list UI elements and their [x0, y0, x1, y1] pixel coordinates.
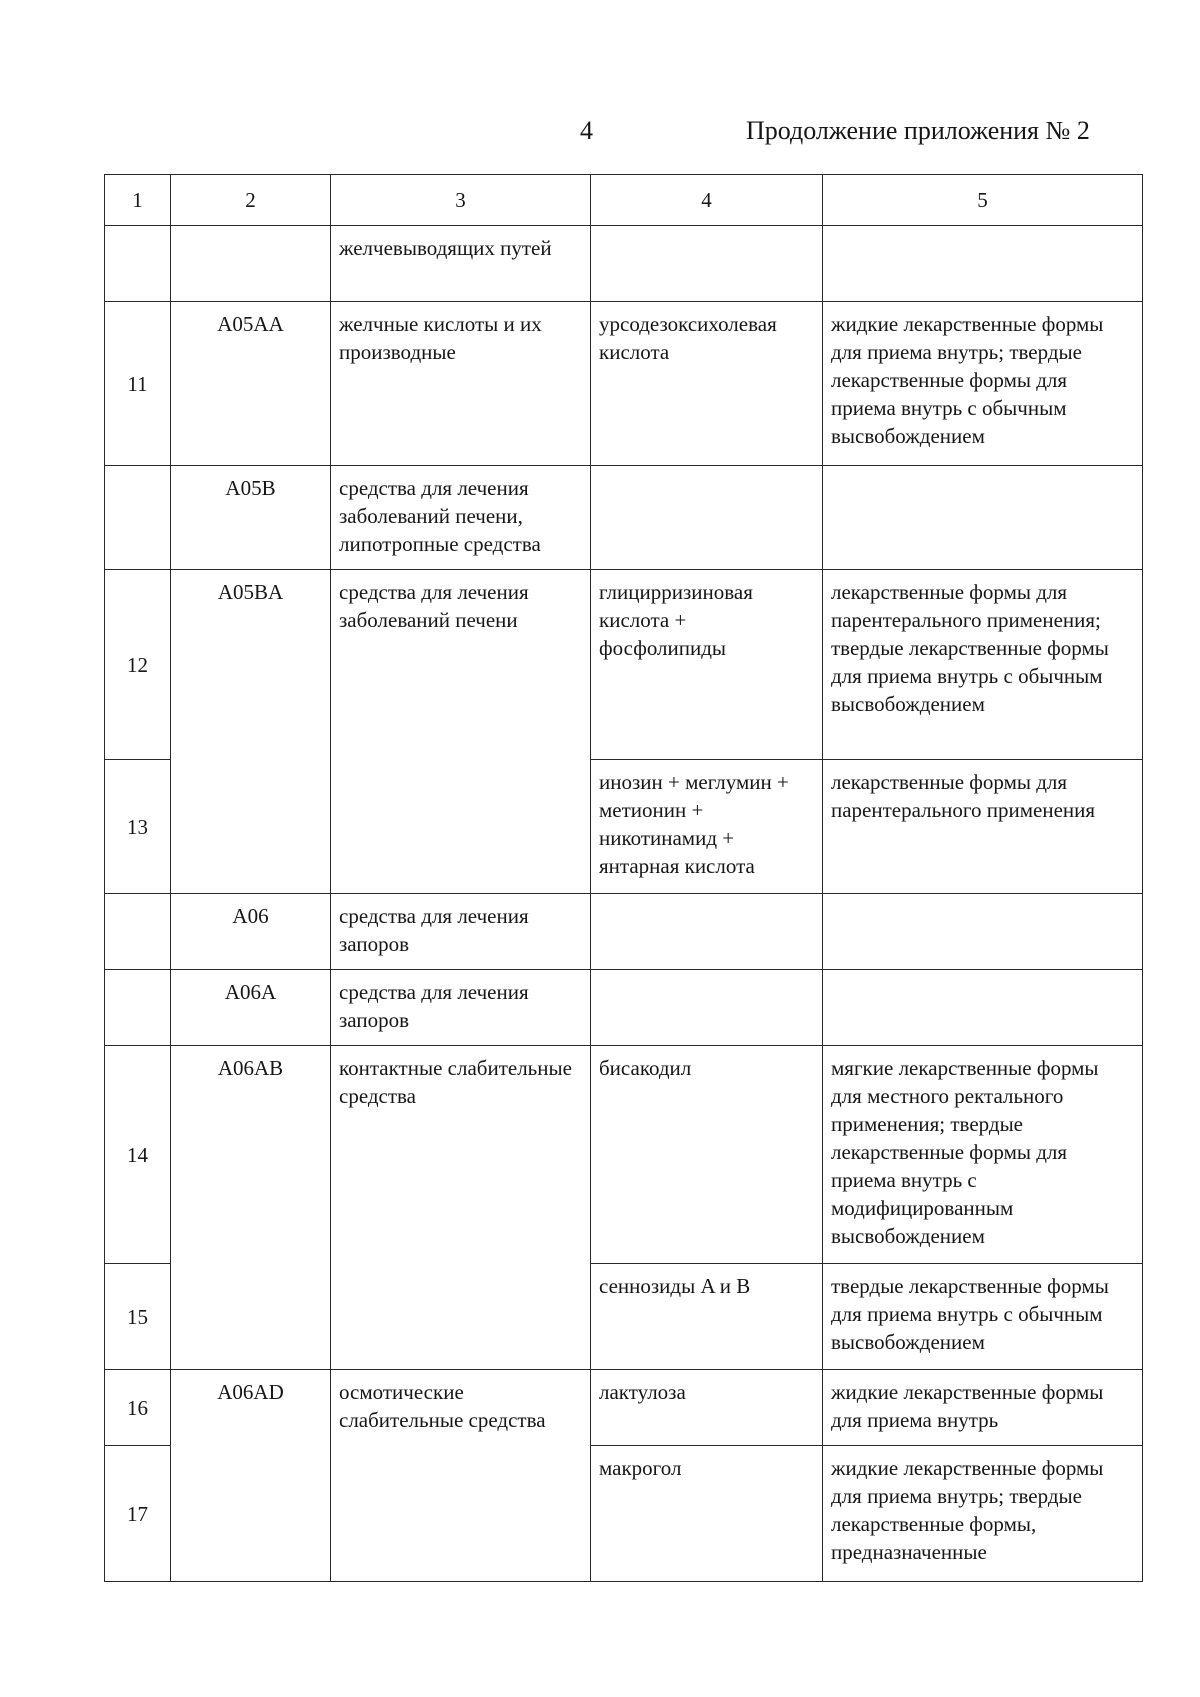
- table-row: [105, 226, 1143, 302]
- dosage-form: [823, 970, 1143, 1046]
- dosage-form: жидкие лекарственные формы для приема внутрь: [823, 1370, 1143, 1446]
- dosage-form: лекарственные формы для парентерального применения: [823, 760, 1143, 894]
- drug-name: [591, 226, 823, 302]
- group-name: средства для лечения заболеваний печени, липотропные средства: [331, 466, 591, 570]
- table-row: [105, 570, 1143, 760]
- drug-table: [104, 174, 1143, 1582]
- row-number: 13: [105, 760, 171, 894]
- group-name: желчные кислоты и их производные: [331, 302, 591, 466]
- drug-name: глицирризиновая кислота + фосфолипиды: [591, 570, 823, 760]
- row-number: 15: [105, 1264, 171, 1370]
- page-number: 4: [580, 116, 593, 145]
- atc-code: A05B: [171, 466, 331, 570]
- group-name: средства для лечения запоров: [331, 970, 591, 1046]
- row-number: [105, 466, 171, 570]
- atc-code: [171, 226, 331, 302]
- table-row: [105, 302, 1143, 466]
- group-name: средства для лечения заболеваний печени: [331, 570, 591, 894]
- table-row: [105, 466, 1143, 570]
- group-name: контактные слабительные средства: [331, 1046, 591, 1370]
- atc-code: A06AB: [171, 1046, 331, 1370]
- group-name: желчевыводящих путей: [331, 226, 591, 302]
- header-cell-5: 5: [823, 175, 1143, 226]
- header-cell-1: 1: [105, 175, 171, 226]
- drug-name: [591, 970, 823, 1046]
- dosage-form: лекарственные формы для парентерального применения; твердые лекарственные формы для приема внутрь с обычным высвобождением: [823, 570, 1143, 760]
- atc-code: A05BA: [171, 570, 331, 894]
- row-number: 17: [105, 1446, 171, 1582]
- drug-name: макрогол: [591, 1446, 823, 1582]
- header-row: [105, 175, 1143, 226]
- header-cell-3: 3: [331, 175, 591, 226]
- row-number: 11: [105, 302, 171, 466]
- row-number: 16: [105, 1370, 171, 1446]
- dosage-form: жидкие лекарственные формы для приема внутрь; твердые лекарственные формы, предназначенные: [823, 1446, 1143, 1582]
- drug-name: инозин + меглумин + метионин + никотинамид + янтарная кислота: [591, 760, 823, 894]
- drug-name: сеннозиды A и B: [591, 1264, 823, 1370]
- header-cell-2: 2: [171, 175, 331, 226]
- row-number: [105, 894, 171, 970]
- row-number: [105, 970, 171, 1046]
- dosage-form: твердые лекарственные формы для приема внутрь с обычным высвобождением: [823, 1264, 1143, 1370]
- group-name: средства для лечения запоров: [331, 894, 591, 970]
- table-row: [105, 894, 1143, 970]
- atc-code: A06A: [171, 970, 331, 1046]
- drug-name: урсодезоксихолевая кислота: [591, 302, 823, 466]
- dosage-form: [823, 226, 1143, 302]
- drug-name: [591, 894, 823, 970]
- row-number: [105, 226, 171, 302]
- dosage-form: [823, 466, 1143, 570]
- dosage-form: [823, 894, 1143, 970]
- table-row: [105, 1370, 1143, 1446]
- atc-code: A06AD: [171, 1370, 331, 1582]
- drug-name: лактулоза: [591, 1370, 823, 1446]
- atc-code: A06: [171, 894, 331, 970]
- row-number: 12: [105, 570, 171, 760]
- row-number: 14: [105, 1046, 171, 1264]
- table-row: [105, 970, 1143, 1046]
- drug-name: [591, 466, 823, 570]
- table-row: [105, 1046, 1143, 1264]
- atc-code: A05AA: [171, 302, 331, 466]
- dosage-form: жидкие лекарственные формы для приема внутрь; твердые лекарственные формы для приема внутрь с обычным высвобождением: [823, 302, 1143, 466]
- continuation-heading: Продолжение приложения № 2: [746, 116, 1090, 145]
- header-cell-4: 4: [591, 175, 823, 226]
- group-name: осмотические слабительные средства: [331, 1370, 591, 1582]
- dosage-form: мягкие лекарственные формы для местного ректального применения; твердые лекарственные формы для приема внутрь с модифицированным высвобождением: [823, 1046, 1143, 1264]
- drug-name: бисакодил: [591, 1046, 823, 1264]
